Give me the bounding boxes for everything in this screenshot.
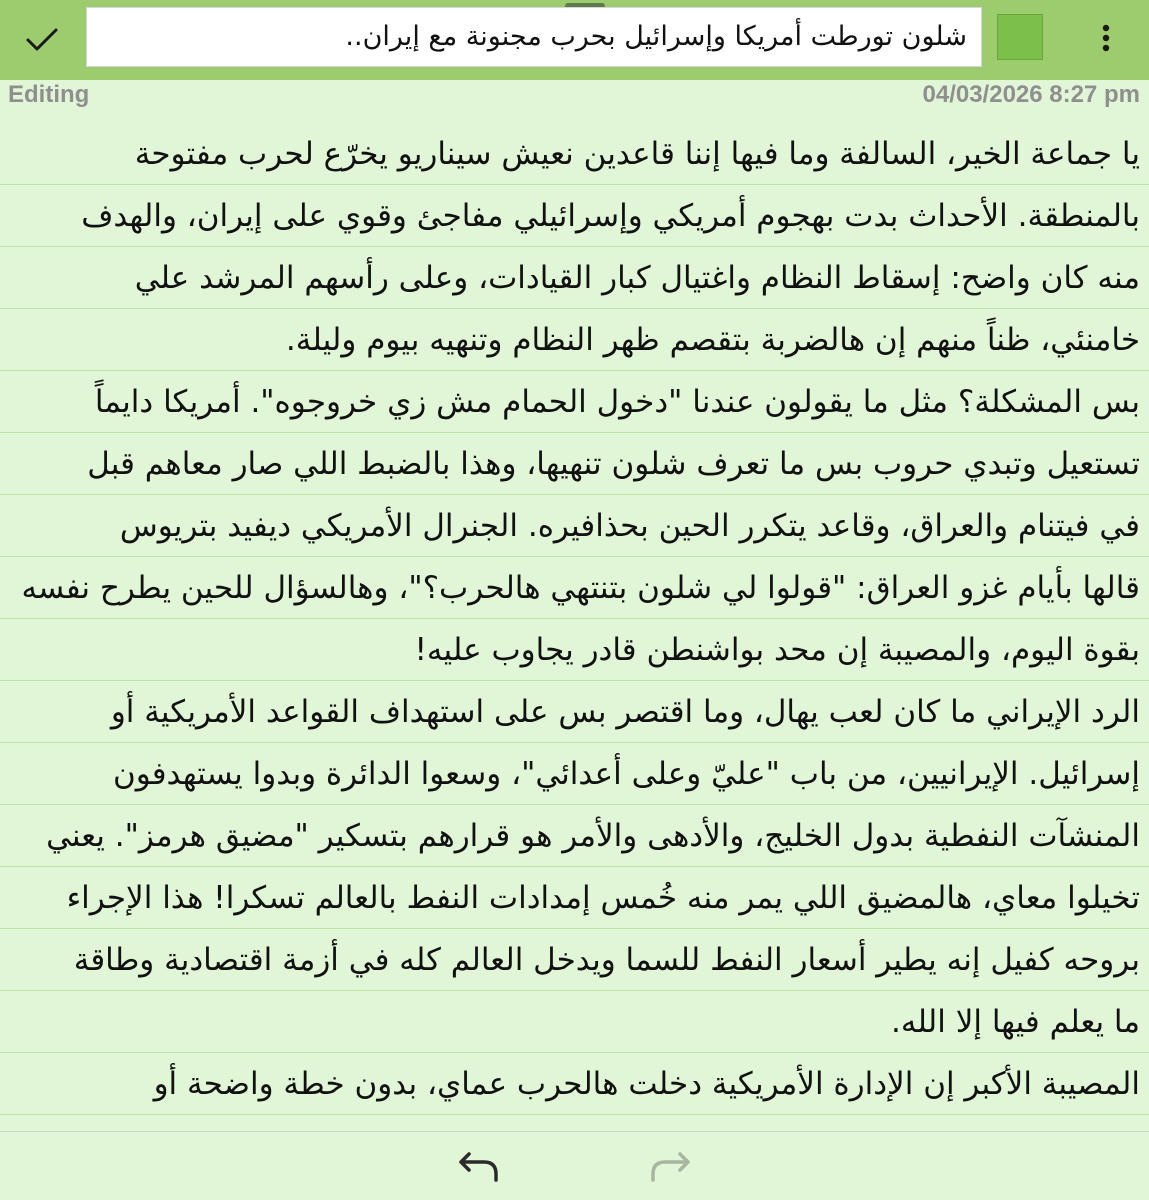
note-line: بس المشكلة؟ مثل ما يقولون عندنا "دخول الحمام مش زي خروجوه". أمريكا دايماً [94,384,1140,420]
undo-icon [458,1150,500,1182]
note-line: منه كان واضح: إسقاط النظام واغتيال كبار القيادات، وعلى رأسهم المرشد علي [134,260,1140,296]
note-line: ما يعلم فيها إلا الله. [891,1004,1140,1040]
note-timestamp: 04/03/2026 8:27 pm [922,81,1140,108]
note-line: بالمنطقة. الأحداث بدت بهجوم أمريكي وإسرائيلي مفاجئ وقوي على إيران، والهدف [81,198,1140,234]
status-row [0,80,1149,112]
note-line: في فيتنام والعراق، وقاعد يتكرر الحين بحذافيره. الجنرال الأمريكي ديفيد بتريوس [119,508,1140,544]
note-color-picker[interactable] [997,14,1043,60]
redo-icon [649,1150,691,1182]
note-title-input[interactable]: شلون تورطت أمريكا وإسرائيل بحرب مجنونة مع إيران.. [86,7,982,67]
edit-mode-label: Editing [8,81,90,108]
note-line: المنشآت النفطية بدول الخليج، والأدهى والأمر هو قرارهم بتسكير "مضيق هرمز". يعني [46,818,1140,854]
checkmark-icon [25,26,59,54]
note-line: تستعيل وتبدي حروب بس ما تعرف شلون تنهيها، وهذا بالضبط اللي صار معاهم قبل [87,446,1140,482]
note-line: بروحه كفيل إنه يطير أسعار النفط للسما ويدخل العالم كله في أزمة اقتصادية وطاقة [73,942,1140,978]
note-line: قالها بأيام غزو العراق: "قولوا لي شلون بتنتهي هالحرب؟"، وهالسؤال للحين يطرح نفسه [21,570,1140,606]
bottom-toolbar [0,1132,1149,1200]
top-toolbar [0,0,1149,80]
note-body[interactable] [10,123,1140,1130]
more-vertical-icon [1101,23,1111,53]
note-line: تخيلوا معاي، هالمضيق اللي يمر منه خُمس إمدادات النفط بالعالم تسكرا! هذا الإجراء [66,880,1140,916]
note-line: بقوة اليوم، والمصيبة إن محد بواشنطن قادر يجاوب عليه! [414,632,1140,668]
note-line: المصيبة الأكبر إن الإدارة الأمريكية دخلت هالحرب عماي، بدون خطة واضحة أو [153,1066,1140,1102]
redo-button[interactable] [645,1150,695,1200]
undo-button[interactable] [454,1150,504,1200]
note-line: إسرائيل. الإيرانيين، من باب "عليّ وعلى أعدائي"، وسعوا الدائرة وبدوا يستهدفون [112,756,1140,792]
note-line: خامنئي، ظناً منهم إن هالضربة بتقصم ظهر النظام وتنهيه بيوم وليلة. [285,322,1140,358]
save-button[interactable] [10,12,74,68]
note-editor[interactable] [0,123,1149,1130]
note-line: الرد الإيراني ما كان لعب يهال، وما اقتصر بس على استهداف القواعد الأمريكية أو [110,694,1140,730]
more-options-button[interactable] [1086,14,1126,62]
note-line: يا جماعة الخير، السالفة وما فيها إننا قاعدين نعيش سيناريو يخرّع لحرب مفتوحة [134,136,1140,172]
